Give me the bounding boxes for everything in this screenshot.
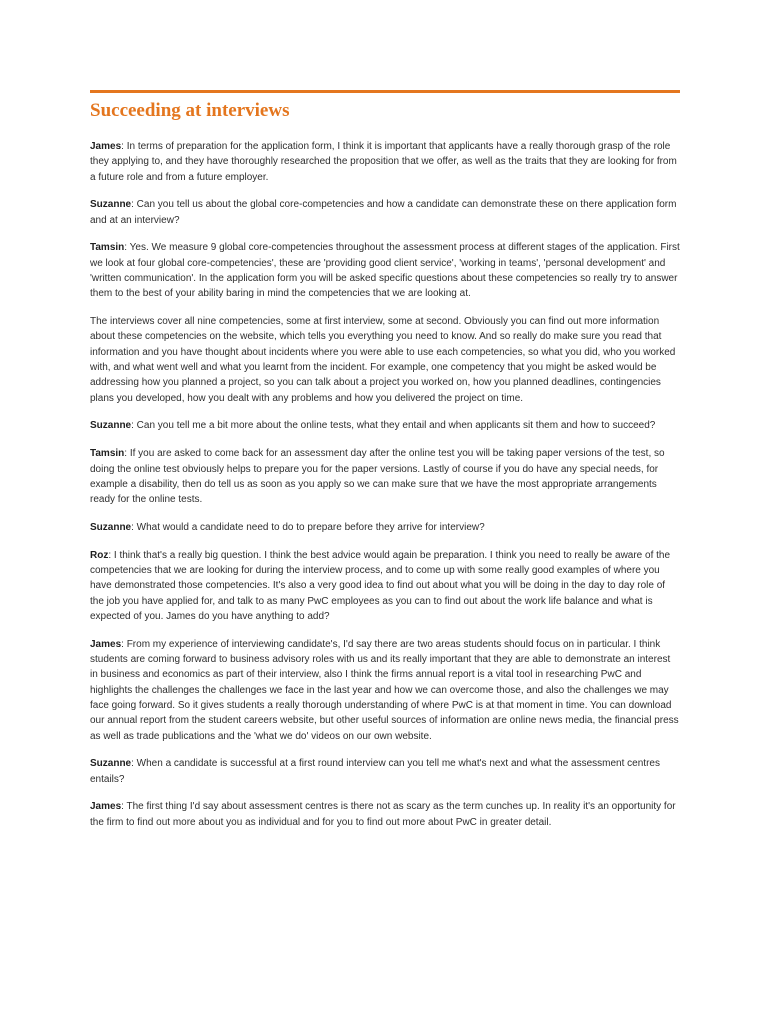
transcript-paragraph — [90, 418, 680, 433]
title-rule — [90, 90, 680, 93]
transcript-paragraph — [90, 446, 680, 507]
speaker-name: Tamsin — [90, 448, 125, 460]
transcript-paragraph — [90, 139, 680, 185]
transcript-paragraph — [90, 637, 680, 744]
transcript-paragraph — [90, 520, 680, 535]
speaker-name: Suzanne — [90, 521, 132, 533]
transcript-paragraph — [90, 197, 680, 228]
paragraph-text: : I think that's a really big question. I think the best advice would again be preparation. I think you need to really be aware of the competencies that we are looking for during the interview process, and to come up with some really good examples of where you have demonstrated those competencies. It's also a very good idea to find out about what you will be doing in the day to day role of the job you have applied for, and talk to as many PwC employees as you can to find out about the work life balance and what is expected of you. James do you have anything to add? — [90, 549, 671, 622]
transcript-paragraph — [90, 314, 680, 406]
paragraph-text: : If you are asked to come back for an assessment day after the online test you will be taking paper versions of the test, so doing the online test obviously helps to prepare you for the paper versions. Lastly of course if you do have any special needs, for example a disability, then do tell us as soon as you apply so we can make sure that we have the most appropriate arrangements ready for the online tests. — [90, 448, 665, 506]
speaker-name: Suzanne — [90, 199, 132, 211]
transcript-body — [90, 139, 680, 830]
paragraph-text: : In terms of preparation for the application form, I think it is important that applicants have a really thorough grasp of the role they applying to, and they have thoroughly researched the proposition that we offer, as well as the traits that they are looking for from a future role and from a future employer. — [90, 141, 677, 183]
paragraph-text: The interviews cover all nine competencies, some at first interview, some at second. Obviously you can find out more information about these competencies on the website, which tells you everything you need to know. And so really do make sure you read that information and you have thought about incidents where you were able to use each competencies, so what you did, who you worked with, and what went well and what you learnt from the incident. For example, one competency that you might be asked would be addressing how you planned a project, so you can talk about a project you worked on, how you planned deadlines, contingencies plans you developed, how you dealt with any problems and how you delivered the project on time. — [90, 316, 676, 404]
transcript-paragraph — [90, 756, 680, 787]
speaker-name: Roz — [90, 549, 109, 561]
speaker-name: James — [90, 638, 122, 650]
speaker-name: James — [90, 801, 122, 813]
document-title: Succeeding at interviews — [90, 100, 290, 121]
paragraph-text: : The first thing I'd say about assessment centres is there not as scary as the term cunches up. In reality it's an opportunity for the firm to find out more about you as individual and for you to find out more about PwC in greater detail. — [90, 801, 676, 828]
transcript-paragraph — [90, 240, 680, 301]
paragraph-text: : Can you tell us about the global core-competencies and how a candidate can demonstrate these on there application form and at an interview? — [90, 199, 677, 226]
paragraph-text: : When a candidate is successful at a first round interview can you tell me what's next and what the assessment centres entails? — [90, 758, 660, 785]
speaker-name: Suzanne — [90, 420, 132, 432]
speaker-name: Tamsin — [90, 242, 125, 254]
paragraph-text: : From my experience of interviewing candidate's, I'd say there are two areas students should focus on in particular. I think students are coming forward to business advisory roles with us and its really important that they are able to demonstrate an interest in business and economics as part of their interview, also I think the firms annual report is a vital tool in researching PwC and highlights the challenges the challenges we face in the last year and how we can overcome those, and also the challenges we may face going forward. So it gives students a really thorough understanding of where PwC is at that moment in time. You can download our annual report from the student careers website, but other useful sources of information are online news media, the financial press as well as trade publications and the 'what we do' videos on our own website. — [90, 638, 679, 742]
paragraph-text: : Can you tell me a bit more about the online tests, what they entail and when applicants sit them and how to succeed? — [131, 420, 656, 432]
paragraph-text: : Yes. We measure 9 global core-competencies throughout the assessment process at different stages of the application. First we look at four global core-competencies', these are 'providing good client service', 'working in teams', 'personal development' and 'written communication'. In the application form you will be asked specific questions about these competencies so really try to answer them to the best of your ability baring in mind the competencies that we are looking at. — [90, 242, 680, 300]
transcript-paragraph — [90, 548, 680, 624]
speaker-name: James — [90, 141, 122, 152]
speaker-name: Suzanne — [90, 758, 132, 770]
paragraph-text: : What would a candidate need to do to prepare before they arrive for interview? — [131, 521, 485, 533]
document-page — [90, 90, 680, 842]
transcript-paragraph — [90, 799, 680, 830]
